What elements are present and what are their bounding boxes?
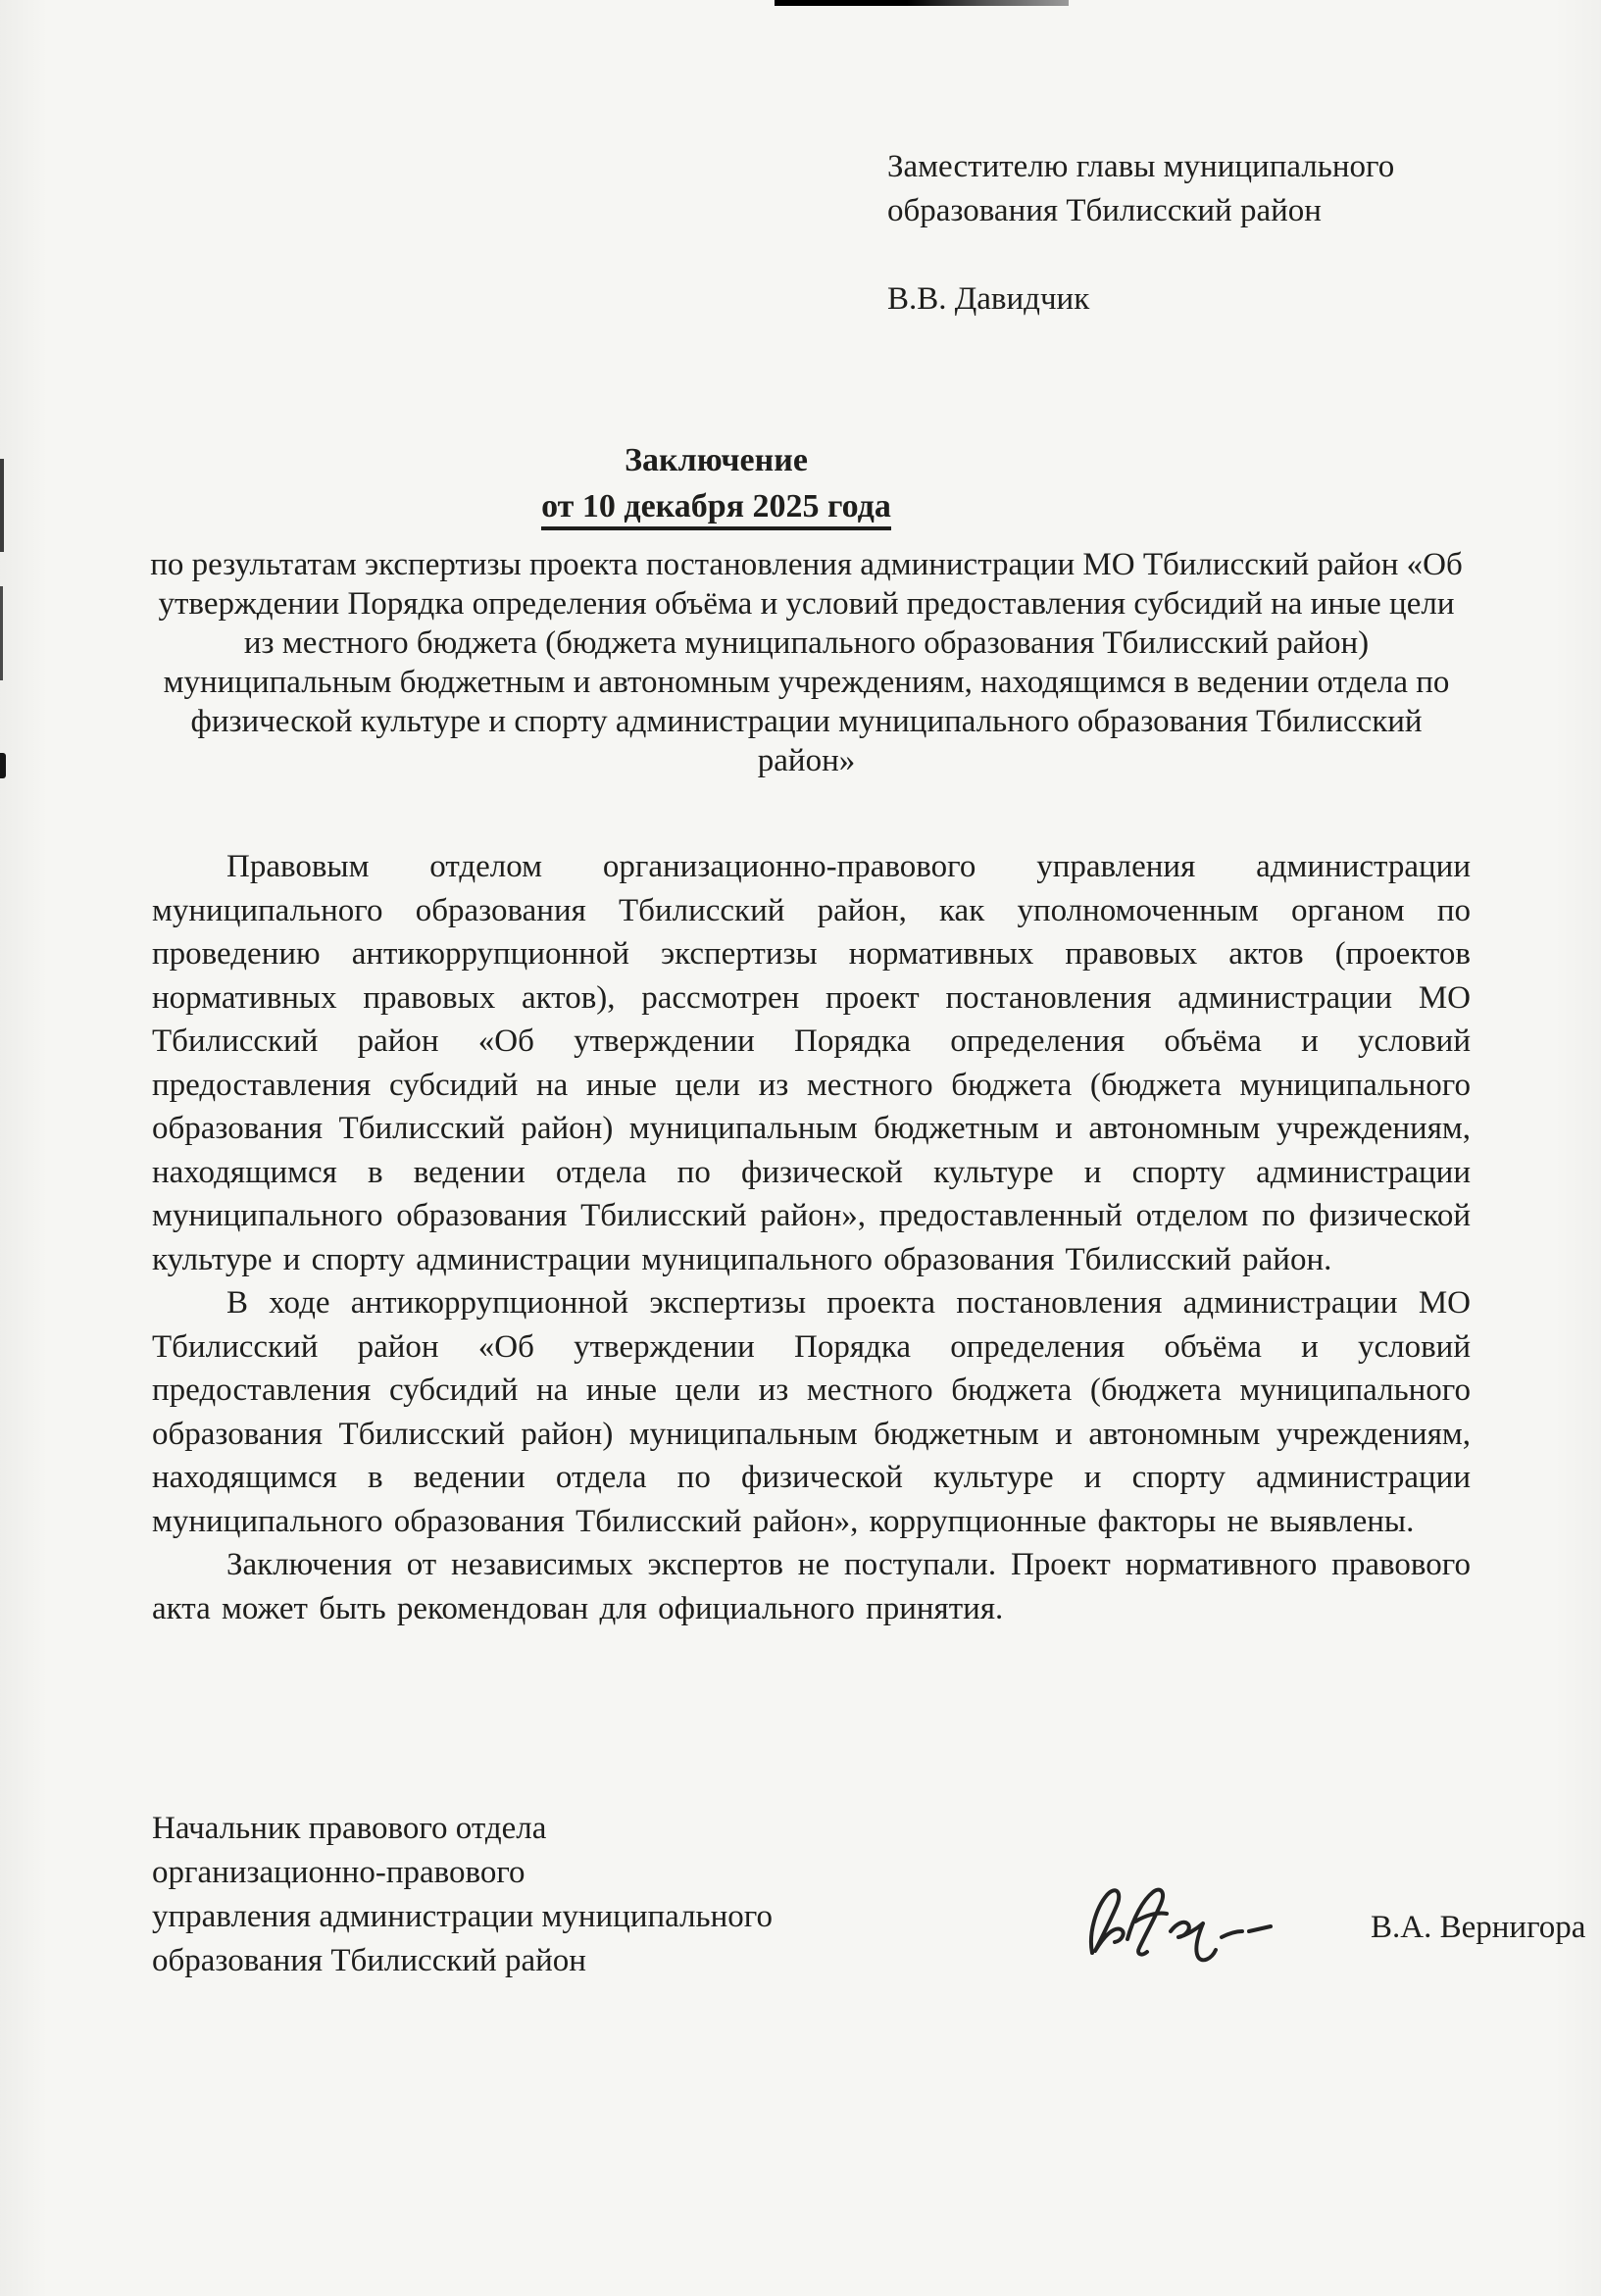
signer-position-line-2: организационно-правового — [152, 1855, 525, 1890]
document-body — [152, 845, 1471, 1630]
scan-artifact-left-edge-3 — [0, 753, 6, 778]
document-date-line — [57, 484, 1376, 529]
signer-position-line-4: образования Тбилисский район — [152, 1943, 586, 1978]
handwritten-signature — [1076, 1874, 1282, 1972]
signer-position-line-3: управления администрации муниципального — [152, 1899, 773, 1934]
title-block — [147, 439, 1466, 780]
document-subject: по результатам экспертизы проекта постановления администрации МО Тбилисский район «Об утверждении Порядка определения объёма и условий предоставления субсидий на иные цели из местного бюджета (бюджета муниципального образования Тбилисский район) муниципальным бюджетным и автономным учреждениям, находящимся в ведении отдела по физической культуре и спорту администрации муниципального образования Тбилисский район» — [150, 547, 1463, 778]
scan-artifact-left-edge-2 — [0, 586, 3, 680]
addressee-name: В.В. Давидчик — [887, 281, 1090, 317]
scan-artifact-top-bar — [775, 0, 1069, 6]
document-date-text: от 10 декабря 2025 года — [541, 488, 891, 530]
body-paragraph-1: Правовым отделом организационно-правового управления администрации муниципального образования Тбилисский район, как уполномоченным органом по проведению антикоррупционной экспертизы нормативных правовых актов (проектов нормативных правовых актов), рассмотрен проект постановления администрации МО Тбилисский район «Об утверждении Порядка определения объёма и условий предоставления субсидий на иные цели из местного бюджета (бюджета муниципального образования Тбилисский район) муниципальным бюджетным и автономным учреждениям, находящимся в ведении отдела по физической культуре и спорту администрации муниципального образования Тбилисский район», предоставленный отделом по физической культуре и спорту администрации муниципального образования Тбилисский район. — [152, 849, 1471, 1277]
signer-position-line-1: Начальник правового отдела — [152, 1811, 547, 1846]
scan-artifact-left-edge-1 — [0, 459, 4, 552]
body-paragraph-2: В ходе антикоррупционной экспертизы проекта постановления администрации МО Тбилисский район «Об утверждении Порядка определения объёма и условий предоставления субсидий на иные цели из местного бюджета (бюджета муниципального образования Тбилисский район) муниципальным бюджетным и автономным учреждениям, находящимся в ведении отдела по физической культуре и спорту администрации муниципального образования Тбилисский район», коррупционные факторы не выявлены. — [152, 1285, 1471, 1539]
signature-icon — [1076, 1874, 1282, 1968]
addressee-line-1: Заместителю главы муниципального — [887, 149, 1395, 184]
addressee-block — [887, 145, 1394, 322]
signer-name: В.А. Вернигора — [1371, 1910, 1586, 1945]
signer-position-block — [152, 1807, 773, 1983]
addressee-line-2: образования Тбилисский район — [887, 193, 1322, 228]
body-paragraph-3: Заключения от независимых экспертов не поступали. Проект нормативного правового акта может быть рекомендован для официального принятия. — [152, 1547, 1471, 1626]
document-title: Заключение — [625, 442, 808, 478]
